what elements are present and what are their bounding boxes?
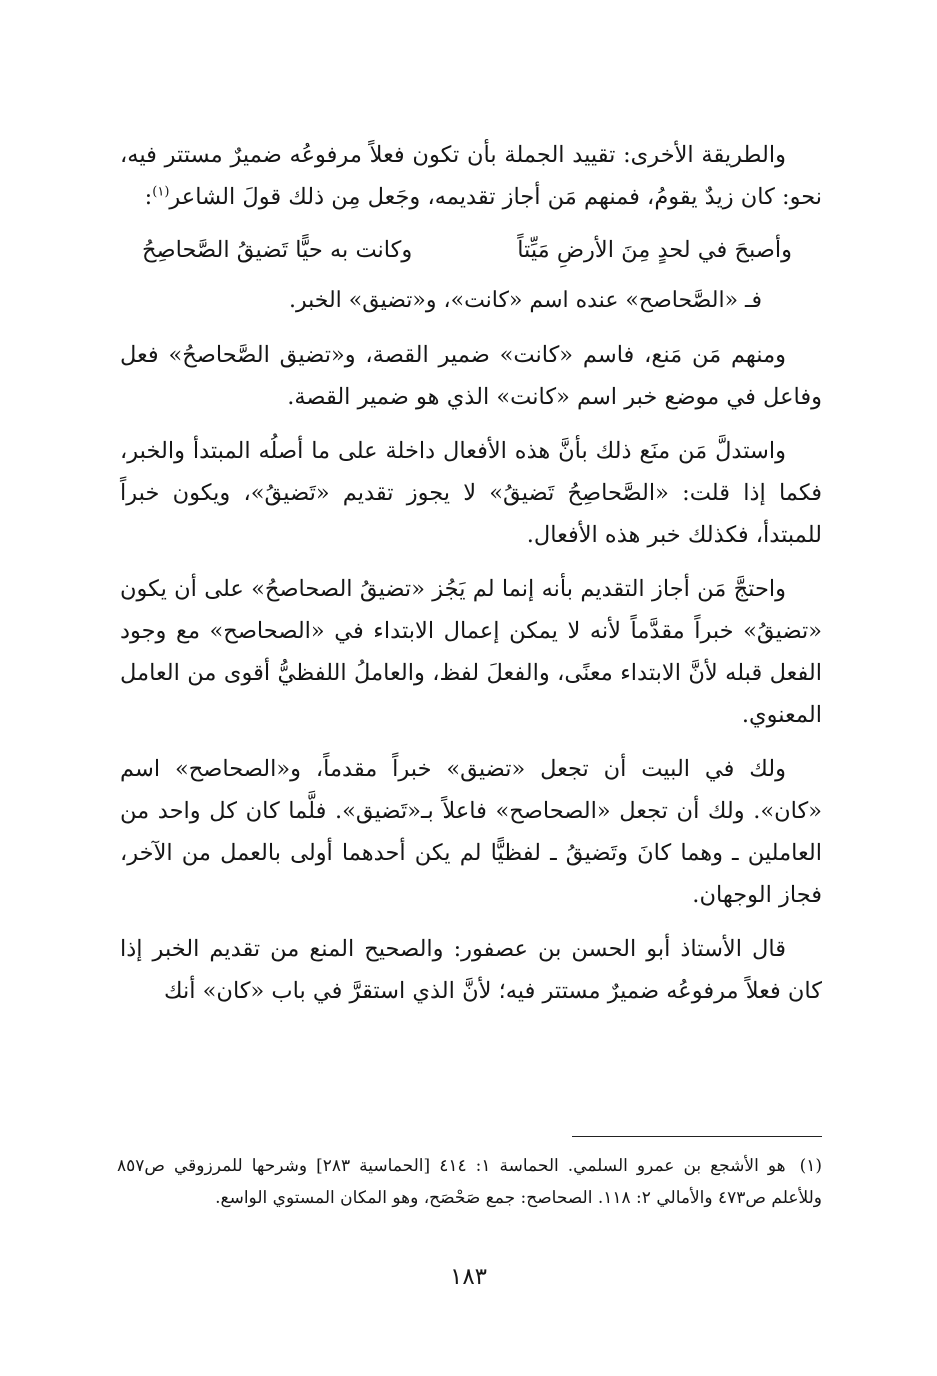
paragraph-ibn-usfur: قال الأستاذ أبو الحسن بن عصفور: والصحيح المنع من تقديم الخبر إذا كان فعلاً مرفوعُه ضميرٌ مستتر فيه؛ لأنَّ الذي استقرَّ في باب «كان» أنك	[120, 936, 822, 1004]
poetry-verse	[120, 228, 822, 272]
footnote-mark: (١)	[799, 1156, 822, 1176]
verse-explanation: فـ «الصَّحاصح» عنده اسم «كانت»، و«تضيق» الخبر.	[289, 288, 762, 313]
footnote-reference[interactable]: (١)	[152, 184, 170, 200]
paragraph-prohibition: ومنهم مَن مَنع، فاسم «كانت» ضمير القصة، و«تضيق الصَّحاصحُ» فعل وفاعل في موضع خبر اسم «كانت» الذي هو ضمير القصة.	[120, 342, 822, 410]
footnote-text: هو الأشجع بن عمرو السلمي. الحماسة ١: ٤١٤ [الحماسية ٢٨٣] وشرحها للمرزوقي ص٨٥٧ وللأعلم ص٤٧٣ والأمالي ٢: ١١٨. الصحاصح: جمع صَحْصَح، وهو المكان المستوي الواسع.	[117, 1156, 822, 1208]
verse-second-hemistich: وكانت به حيًّا تَضيقُ الصَّحاصِحُ	[142, 237, 413, 263]
paragraph-two-readings: ولك في البيت أن تجعل «تضيق» خبراً مقدماً، و«الصحاصح» اسم «كان». ولك أن تجعل «الصحاصح» فاعلاً بـ«تَضيق». فلَّما كان كل واحد من العاملين ـ وهما كانَ وتَضيقُ ـ لفظيًّا لم يكن أحدهما أولى بالعمل من الآخر، فجاز الوجهان.	[120, 756, 822, 908]
verse-first-hemistich: وأصبحَ في لحدٍ مِنَ الأرضِ مَيِّتاً	[517, 237, 792, 263]
footnote	[117, 1150, 822, 1214]
paragraph-argument: واستدلَّ مَن منَع ذلك بأنَّ هذه الأفعال داخلة على ما أصلُه المبتدأ والخبر، فكما إذا قلت: «الصَّحاصِحُ تَضيقُ» لا يجوز تقديم «تَضيقُ»، ويكون خبراً للمبتدأ، فكذلك خبر هذه الأفعال.	[120, 438, 822, 548]
paragraph-counter-argument: واحتجَّ مَن أجاز التقديم بأنه إنما لم يَجُز «تضيقُ الصحاصحُ» على أن يكون «تضيقُ» خبراً مقدَّماً لأنه لا يمكن إعمال الابتداء في «الصحاصح» مع وجود الفعل قبله لأنَّ الابتداء معنًى، والفعلَ لفظ، والعاملُ اللفظيُّ أقوى من العامل المعنوي.	[120, 576, 822, 728]
footnote-divider	[572, 1136, 822, 1137]
paragraph-intro	[120, 134, 822, 218]
page-number: ١٨٣	[449, 1264, 488, 1290]
paragraph-intro-colon: :	[144, 184, 153, 210]
page-body	[120, 134, 822, 1012]
paragraph-intro-text: والطريقة الأخرى: تقييد الجملة بأن تكون فعلاً مرفوعُه ضميرٌ مستتر فيه، نحو: كان زيدٌ يقومُ، فمنهم مَن أجاز تقديمه، وجَعل مِن ذلك قولَ الشاعر	[120, 142, 822, 210]
